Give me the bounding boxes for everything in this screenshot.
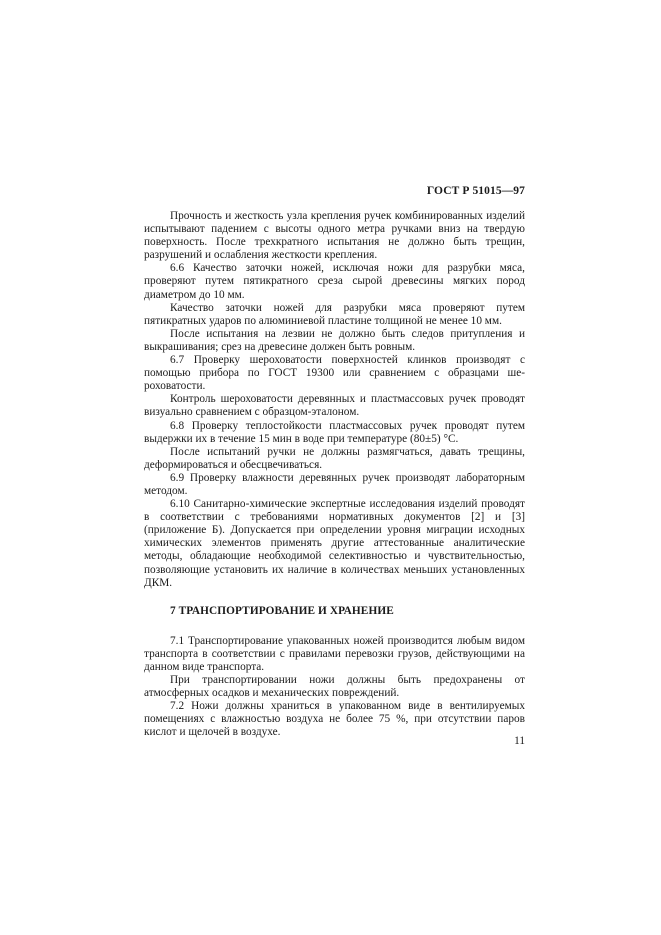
- page-number: 11: [514, 735, 525, 747]
- paragraph-handles-strength: Прочность и жесткость узла крепления ручек комбинированных изделий испытывают падением с высоты одного метра ручками вниз на твердую поверхность. После трехкратного испытания не должно быть трещин, разрушений и ослабления жесткости крепления.: [144, 210, 525, 262]
- paragraph-6-6: 6.6 Качество заточки ножей, исключая ножи для разрубки мяса, проверяют путем пятикратного среза сырой древесины мягких пород диаметром до 10 мм.: [144, 262, 525, 301]
- paragraph-meat-knives-sharpness: Качество заточки ножей для разрубки мяса проверяют путем пятикратных ударов по алюминиевой пластине толщиной не менее 10 мм.: [144, 301, 525, 327]
- paragraph-7-1: 7.1 Транспортирование упакованных ножей производится любым видом транспорта в соответствии с правилами перевозки грузов, действующими на данном виде транспорта.: [144, 634, 525, 673]
- paragraph-6-9: 6.9 Проверку влажности деревянных ручек производят лабораторным методом.: [144, 471, 525, 497]
- paragraph-7-2: 7.2 Ножи должны храниться в упакованном виде в вентилируемых помещениях с влажностью воздуха не более 75 %, при отсутствии паров кислот и щелочей в воздухе.: [144, 700, 525, 739]
- paragraph-6-10: 6.10 Санитарно-химические экспертные исследования изделий проводят в соответствии с требованиями нормативных документов [2] и [3] (приложение Б). Допускается при определении уровня миграции исходных химических элементов применять другие аттестованные аналитические методы, обладающие необходимой селективностью и чувствительностью, позволяющие установить их наличие в количествах меньших установленных ДКМ.: [144, 498, 525, 589]
- section-7-title: 7 ТРАНСПОРТИРОВАНИЕ И ХРАНЕНИЕ: [170, 604, 394, 617]
- paragraph-after-test-blade: После испытания на лезвии не должно быть следов притупления и выкрашивания; срез на древесине должен быть ровным.: [144, 327, 525, 353]
- paragraph-transport-protection: При транспортировании ножи должны быть предохранены от атмосферных осадков и механических повреждений.: [144, 674, 525, 700]
- paragraph-6-7: 6.7 Проверку шероховатости поверхностей клинков производят с помощью прибора по ГОСТ 19300 или сравнением с образцами шероховатости.: [144, 354, 525, 393]
- paragraph-6-8: 6.8 Проверку теплостойкости пластмассовых ручек проводят путем выдержки их в течение 15 мин в воде при температуре (80±5) °С.: [144, 419, 525, 445]
- paragraph-after-heat-test: После испытаний ручки не должны размягчаться, давать трещины, деформироваться и обесцвечиваться.: [144, 445, 525, 471]
- paragraph-roughness-handles: Контроль шероховатости деревянных и пластмассовых ручек проводят визуально сравнением с образцом-эталоном.: [144, 393, 525, 419]
- document-body: [144, 210, 525, 740]
- standard-header: ГОСТ Р 51015—97: [426, 185, 525, 197]
